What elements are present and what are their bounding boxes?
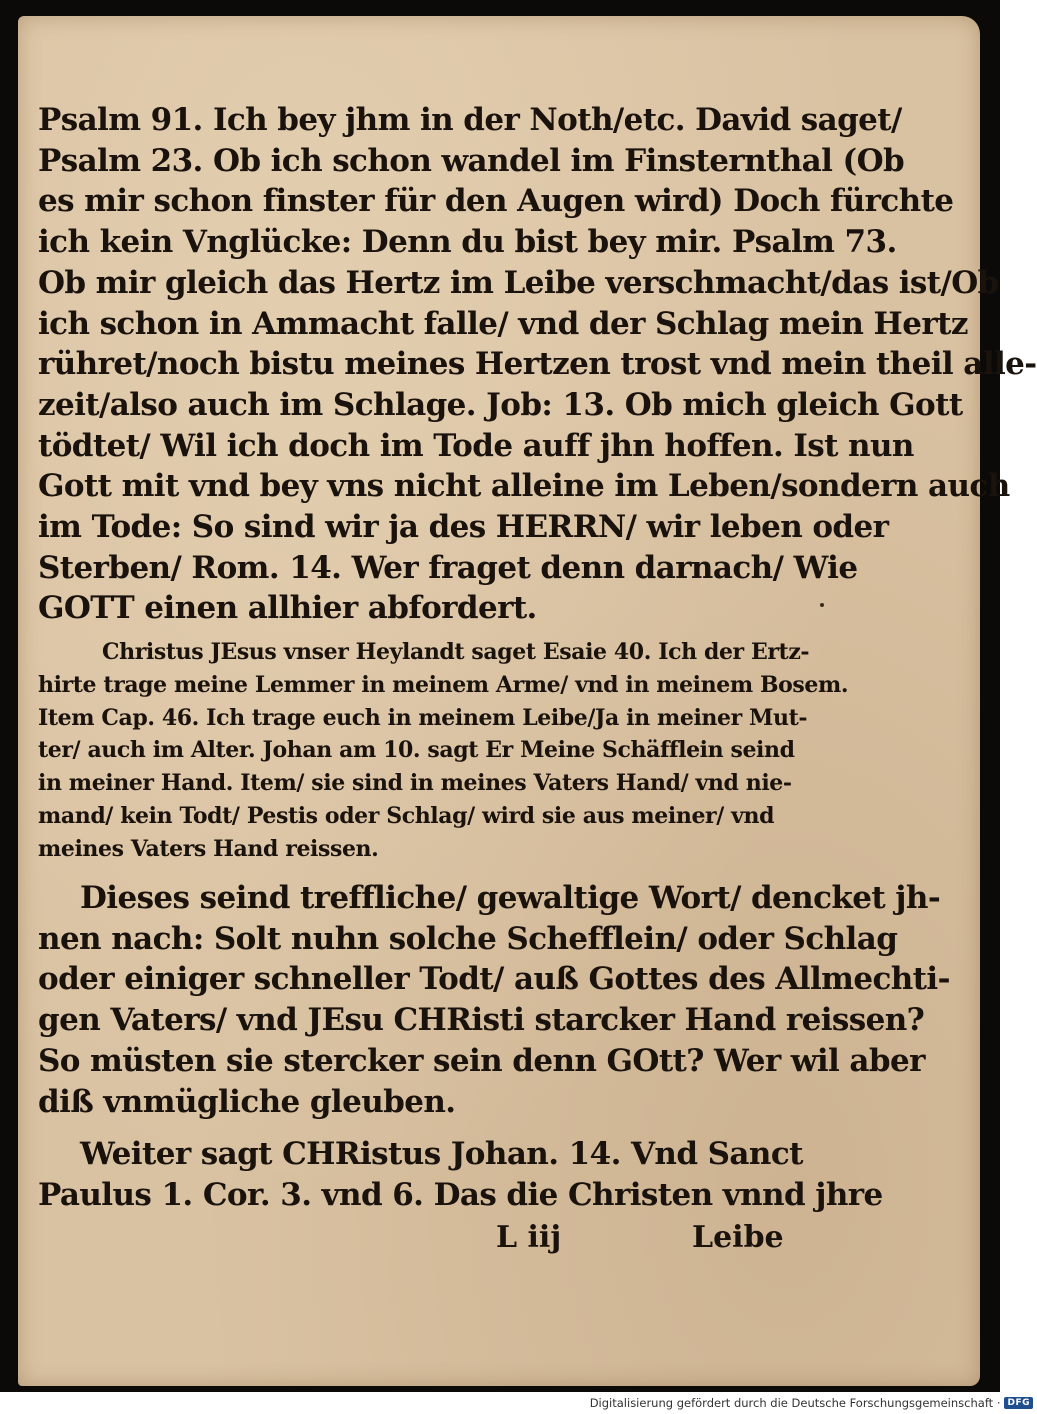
catchword: Leibe xyxy=(692,1220,784,1255)
text-line: ter/ auch im Alter. Johan am 10. sagt Er Meine Schäfflein seind xyxy=(38,737,795,764)
text-line: Ob mir gleich das Hertz im Leibe verschmacht/das ist/Ob xyxy=(38,264,999,301)
text-line: Christus JEsus vnser Heylandt saget Esaie 40. Ich der Ertz- xyxy=(102,639,810,665)
text-line: hirte trage meine Lemmer in meinem Arme/ vnd in meinem Bosem. xyxy=(38,671,849,698)
text-line: Sterben/ Rom. 14. Wer fraget denn darnach/ Wie xyxy=(38,549,858,586)
signature-mark: L iij xyxy=(496,1220,562,1255)
text-line: mand/ kein Todt/ Pestis oder Schlag/ wird sie aus meiner/ vnd xyxy=(38,802,775,829)
dfg-logo-icon: DFG xyxy=(1004,1397,1033,1409)
text-line: meines Vaters Hand reissen. xyxy=(38,835,379,862)
text-line: Item Cap. 46. Ich trage euch in meinem Leibe/Ja in meiner Mut- xyxy=(38,704,808,731)
text-line: Psalm 23. Ob ich schon wandel im Finsternthal (Ob xyxy=(38,142,905,179)
text-line: in meiner Hand. Item/ sie sind in meines Vaters Hand/ vnd nie- xyxy=(38,770,792,797)
text-line: es mir schon finster für den Augen wird) Doch fürchte xyxy=(38,183,954,220)
text-line: So müsten sie stercker sein denn GOtt? Wer wil aber xyxy=(38,1042,925,1079)
paragraph-2 xyxy=(38,636,848,866)
paragraph-1 xyxy=(38,100,1037,629)
book-page xyxy=(18,16,1037,1386)
text-line: tödtet/ Wil ich doch im Tode auff jhn hoffen. Ist nun xyxy=(38,427,914,464)
funding-credit: Digitalisierung gefördert durch die Deutsche Forschungsgemeinschaft · xyxy=(589,1396,1001,1410)
text-line: zeit/also auch im Schlage. Job: 13. Ob mich gleich Gott xyxy=(38,386,963,423)
text-line: im Tode: So sind wir ja des HERRN/ wir leben oder xyxy=(38,509,889,546)
text-line: rühret/noch bistu meines Hertzen trost vnd mein theil alle- xyxy=(38,346,1037,383)
paragraph-3 xyxy=(38,878,950,1122)
text-line: ich kein Vnglücke: Denn du bist bey mir. Psalm 73. xyxy=(38,224,897,261)
text-line: diß vnmügliche gleuben. xyxy=(38,1083,456,1120)
text-line: Dieses seind treffliche/ gewaltige Wort/ dencket jh- xyxy=(80,880,941,916)
text-line: Psalm 91. Ich bey jhm in der Noth/etc. David saget/ xyxy=(38,102,902,138)
digitization-footer xyxy=(590,1394,1033,1412)
text-line: Weiter sagt CHRistus Johan. 14. Vnd Sanct xyxy=(80,1136,803,1172)
catchword-line xyxy=(18,1220,980,1260)
text-line: oder einiger schneller Todt/ auß Gottes des Allmechti- xyxy=(38,961,950,998)
text-line: Gott mit vnd bey vns nicht alleine im Leben/sondern auch xyxy=(38,468,1010,505)
text-line: ich schon in Ammacht falle/ vnd der Schlag mein Hertz xyxy=(38,305,968,342)
text-line: nen nach: Solt nuhn solche Schefflein/ oder Schlag xyxy=(38,920,898,957)
ink-speck xyxy=(820,603,824,607)
text-line: GOTT einen allhier abfordert. xyxy=(38,590,537,627)
paragraph-4 xyxy=(38,1134,883,1215)
text-line: Paulus 1. Cor. 3. vnd 6. Das die Christen vnnd jhre xyxy=(38,1176,883,1213)
text-line: gen Vaters/ vnd JEsu CHRisti starcker Hand reissen? xyxy=(38,1002,925,1039)
